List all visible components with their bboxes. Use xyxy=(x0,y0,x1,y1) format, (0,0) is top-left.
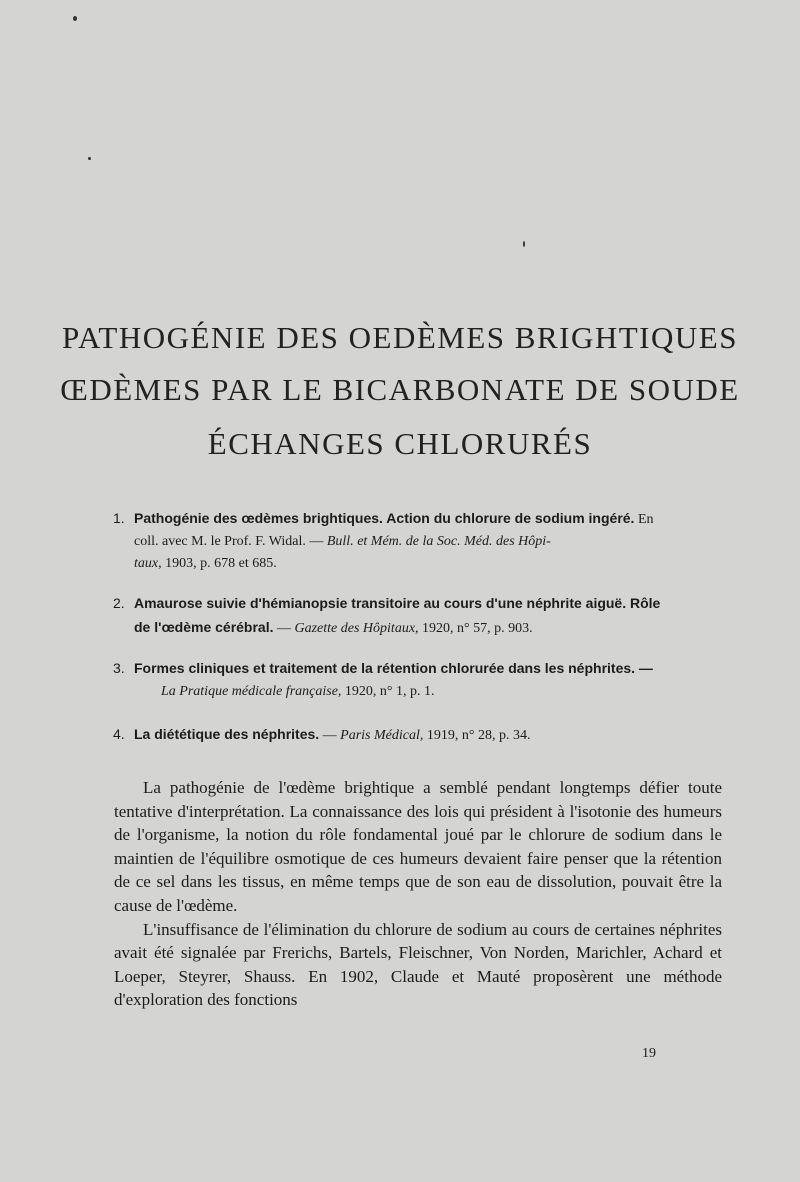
reference-source: La Pratique médicale française, xyxy=(161,684,342,699)
reference-number: 1. xyxy=(113,510,125,526)
reference-title: Amaurose suivie d'hémianopsie transitoire au cours d'une néphrite aiguë. Rôle xyxy=(134,595,661,611)
reference-source: Gazette des Hôpitaux, xyxy=(294,621,419,636)
speck xyxy=(523,241,525,247)
reference-number: 4. xyxy=(113,726,125,742)
page-number: 19 xyxy=(642,1046,656,1061)
reference-title: de l'œdème cérébral. xyxy=(134,619,274,635)
reference-text: En xyxy=(637,512,654,527)
reference-text: coll. avec M. le Prof. F. Widal. — xyxy=(134,534,327,549)
reference-text: 1919, n° 28, p. 34. xyxy=(423,728,531,743)
reference-text: 1920, n° 1, p. 1. xyxy=(341,684,435,699)
reference-source: taux, xyxy=(134,556,162,571)
reference-3 xyxy=(113,657,698,703)
reference-text: — xyxy=(319,728,341,743)
title-line-2: ŒDÈMES PAR LE BICARBONATE DE SOUDE xyxy=(60,372,740,407)
body-text xyxy=(114,776,722,1012)
reference-4 xyxy=(113,723,698,747)
reference-number: 3. xyxy=(113,660,125,676)
speck xyxy=(88,157,91,160)
reference-text: 1920, n° 57, p. 903. xyxy=(418,621,533,636)
reference-2 xyxy=(113,592,698,640)
reference-title: Pathogénie des œdèmes brightiques. Action du chlorure de sodium ingéré. xyxy=(134,510,635,526)
reference-number: 2. xyxy=(113,595,125,611)
reference-1 xyxy=(113,507,698,575)
reference-text: — xyxy=(273,621,295,636)
reference-text: 1903, p. 678 et 685. xyxy=(161,556,277,571)
paragraph-2: L'insuffisance de l'élimination du chlorure de sodium au cours de certaines néphrites avait été signalée par Frerichs, Bartels, Fleischner, Von Norden, Marichler, Achard et Loeper, Steyrer, Shauss. En 1902, Claude et Mauté proposèrent une méthode d'exploration des fonctions xyxy=(114,919,722,1010)
reference-source: Paris Médical, xyxy=(340,728,424,743)
speck xyxy=(73,16,77,21)
reference-source: Bull. et Mém. de la Soc. Méd. des Hôpi- xyxy=(326,534,551,549)
reference-title: Formes cliniques et traitement de la rétention chlorurée dans les néphrites. — xyxy=(134,660,653,676)
title-line-3: ÉCHANGES CHLORURÉS xyxy=(207,426,593,461)
paragraph-1: La pathogénie de l'œdème brightique a semblé pendant longtemps défier toute tentative d'interprétation. La connaissance des lois qui président à l'isotonie des humeurs de l'organisme, la notion du rôle fondamental joué par le chlorure de sodium dans le maintien de l'équilibre osmotique de ces humeurs devaient faire penser que la rétention de ce sel dans les tissus, en même temps que de son eau de dissolution, pouvait être la cause de l'œdème. xyxy=(114,778,722,915)
title-line-1: PATHOGÉNIE DES OEDÈMES BRIGHTIQUES xyxy=(62,320,738,355)
reference-title: La diététique des néphrites. xyxy=(134,726,320,742)
